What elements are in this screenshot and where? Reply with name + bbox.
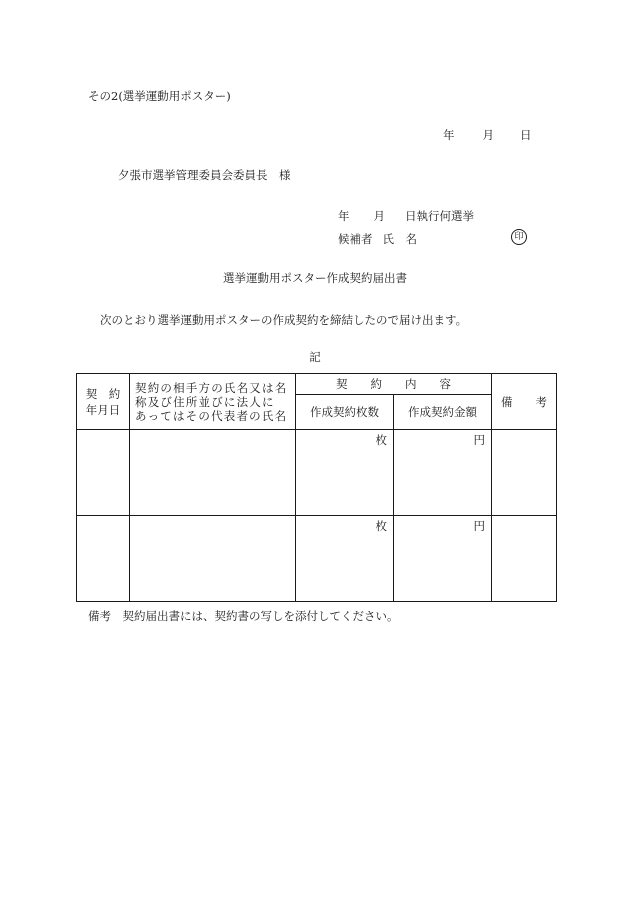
election-month: 月 xyxy=(373,209,385,223)
cell-counterparty[interactable] xyxy=(130,430,296,516)
date-day: 日 xyxy=(520,128,532,142)
header-contract-contents: 契 約 内 容 xyxy=(296,374,492,395)
header-contract-date: 契 約 年月日 xyxy=(77,374,130,430)
cell-amount[interactable]: 円 xyxy=(394,430,492,516)
candidate-line xyxy=(338,231,417,247)
election-text: 日執行何選挙 xyxy=(405,209,474,223)
date-line xyxy=(443,127,532,143)
cell-count[interactable]: 枚 xyxy=(296,516,394,602)
election-year: 年 xyxy=(338,209,350,223)
date-month: 月 xyxy=(482,128,494,142)
form-label: その2(選挙運動用ポスター) xyxy=(88,89,231,103)
candidate-name-label: 氏 名 xyxy=(382,232,417,246)
cell-remarks[interactable] xyxy=(492,430,557,516)
header-contract-amount: 作成契約金額 xyxy=(394,395,492,430)
contract-table xyxy=(76,373,557,602)
header-contract-count: 作成契約枚数 xyxy=(296,395,394,430)
remarks-note: 備考 契約届出書には、契約書の写しを添付してください。 xyxy=(88,609,399,623)
ki-heading: 記 xyxy=(309,350,321,364)
intro-text: 次のとおり選挙運動用ポスターの作成契約を締結したので届け出ます。 xyxy=(100,313,468,327)
cell-date[interactable] xyxy=(77,516,130,602)
cell-remarks[interactable] xyxy=(492,516,557,602)
header-counterparty: 契約の相手方の氏名又は名 称及び住所並びに法人に あってはその代表者の氏名 xyxy=(130,374,296,430)
table-row xyxy=(77,430,557,516)
table-row xyxy=(77,516,557,602)
cell-counterparty[interactable] xyxy=(130,516,296,602)
header-remarks: 備 考 xyxy=(492,374,557,430)
document-title: 選挙運動用ポスター作成契約届出書 xyxy=(223,271,407,285)
election-line xyxy=(338,208,474,224)
date-year: 年 xyxy=(443,128,455,142)
cell-date[interactable] xyxy=(77,430,130,516)
addressee: 夕張市選挙管理委員会委員長 様 xyxy=(118,168,291,182)
candidate-label: 候補者 xyxy=(338,232,373,246)
cell-amount[interactable]: 円 xyxy=(394,516,492,602)
seal-mark: 印 xyxy=(511,229,527,245)
cell-count[interactable]: 枚 xyxy=(296,430,394,516)
